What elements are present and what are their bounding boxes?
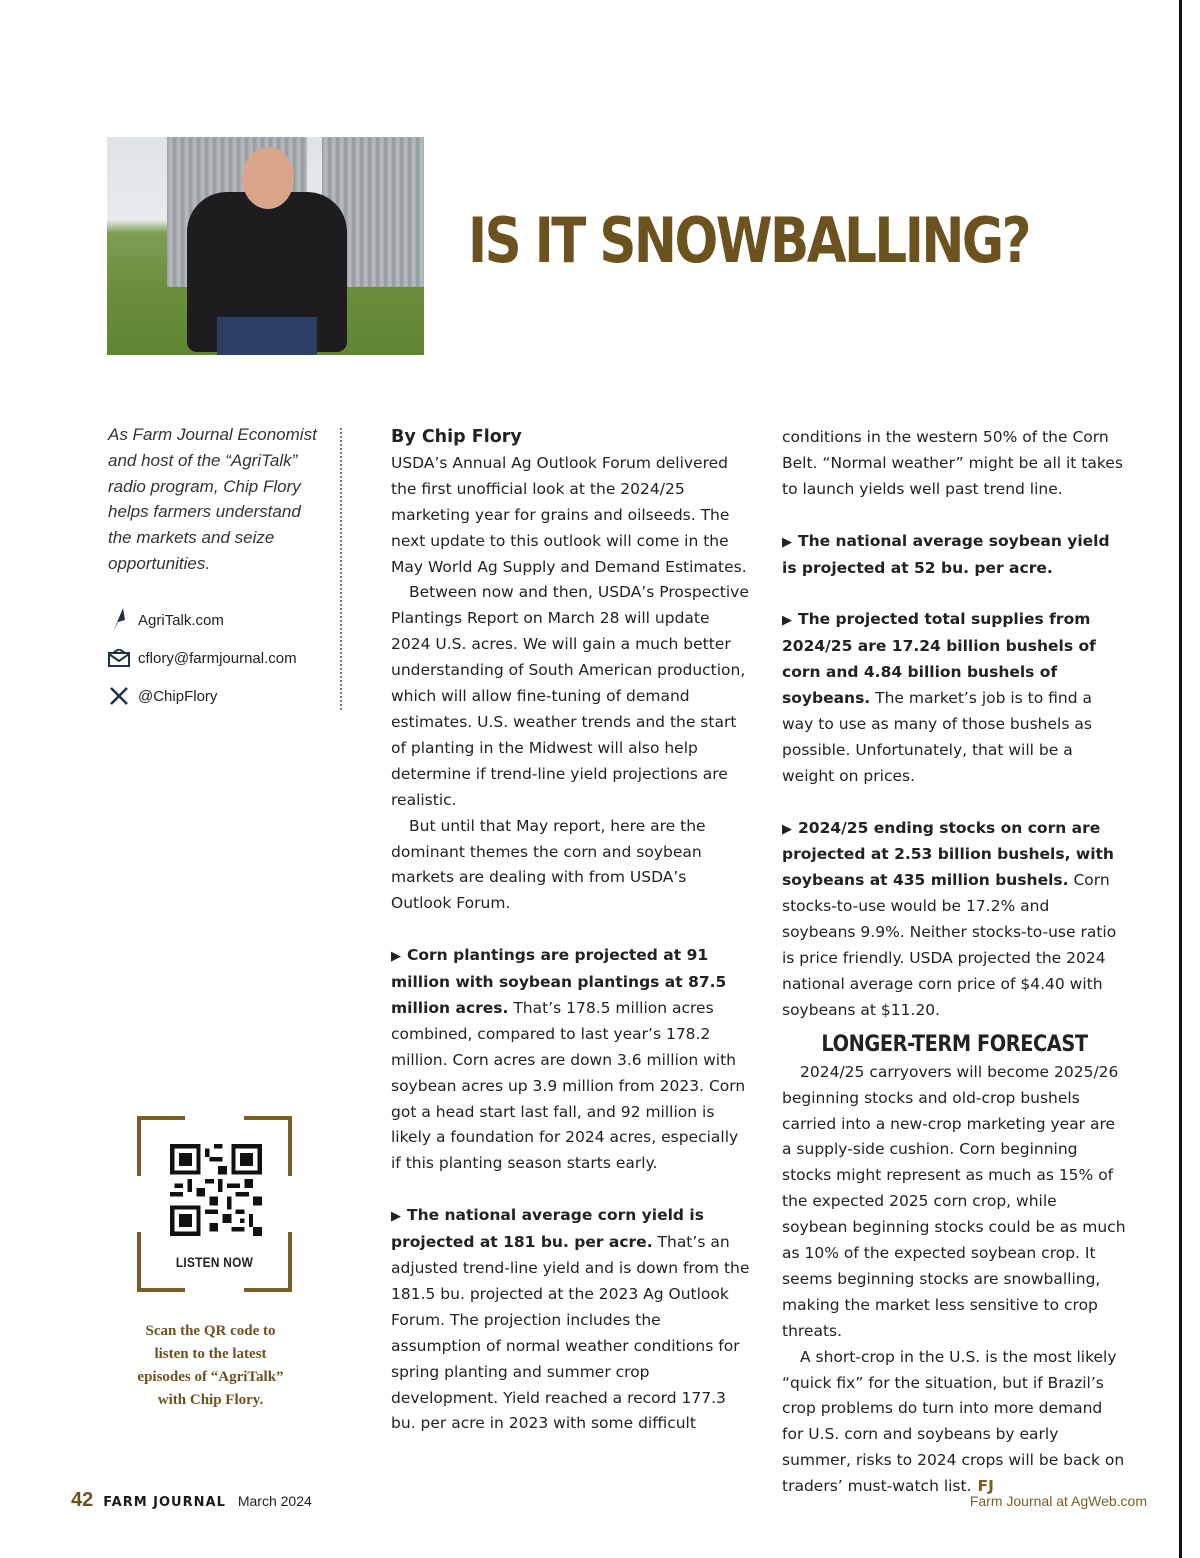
byline: By Chip Flory [391,427,522,447]
key-point-text: That’s an adjusted trend-line yield and is down from the 181.5 bu. projected at the 2023 Ag Outlook Forum. The projection includes the assumption of normal weather conditions for spring planting and summer crop development. Yield reached a record 177.3 bu. per acre in 2023 with some difficult [391,1233,750,1433]
contact-website[interactable] [108,607,338,633]
x-logo-icon [108,685,130,707]
triangle-bullet-icon: ▶ [782,821,792,837]
key-point-text: Corn stocks-to-use would be 17.2% and soybeans 9.9%. Neither stocks-to-use ratio is price friendly. USDA projected the 2024 national average corn price of $4.40 with soybeans at $11.20. [782,871,1117,1019]
paragraph [782,1345,1127,1500]
qr-code-icon[interactable] [170,1144,262,1236]
qr-code-box[interactable] [137,1116,292,1292]
triangle-bullet-icon: ▶ [391,1209,401,1225]
key-point-text: That’s 178.5 million acres combined, compared to last year’s 178.2 million. Corn acres are down 3.6 million with soybean acres up 3.9 million from 2023. Corn got a head start last fall, and 92 million is likely a foundation for 2024 acres, especially if this planting season starts early. [391,998,746,1173]
qr-caption: Scan the QR code to listen to the latest episodes of “AgriTalk” with Chip Flory. [137,1323,284,1408]
key-point [391,943,751,1177]
paragraph-text: A short-crop in the U.S. is the most likely “quick fix” for the situation, but if Brazil’s crop problems do turn into more demand for U.S. corn and soybeans by early summer, risks to 2024 crops will be back on traders’ must-watch list. [782,1347,1125,1496]
author-figure-legs [217,317,317,355]
key-point [782,607,1127,789]
contact-x-text[interactable]: @ChipFlory [138,687,218,705]
paragraph: USDA’s Annual Ag Outlook Forum delivered the first unofficial look at the 2024/25 marketing year for grains and oilseeds. The next update to this outlook will come in the May World Ag Supply and Demand Estimates. [391,453,747,576]
paragraph: 2024/25 carryovers will become 2025/26 beginning stocks and old-crop bushels carried into a new-crop marketing year are a supply-side cushion. Corn beginning stocks might represent as much as 15% of the expected 2025 corn crop, while soybean beginning stocks could be as much as 10% of the expected soybean crop. It seems beginning stocks are snowballing, making the market less sensitive to crop threats. [782,1062,1126,1340]
triangle-bullet-icon: ▶ [782,534,792,550]
magazine-name: FARM JOURNAL [103,1495,226,1510]
end-mark: FJ [977,1477,994,1496]
listen-now-label: LISTEN NOW [175,1254,254,1270]
triangle-bullet-icon: ▶ [391,949,401,965]
article-headline: IS IT SNOWBALLING? [468,204,1030,277]
key-point-lead: The national average corn yield is projected at 181 bu. per acre. [391,1206,704,1252]
paragraph: conditions in the western 50% of the Corn Belt. “Normal weather” might be all it takes to launch yields well past trend line. [782,428,1123,498]
sidebar-divider [340,428,342,710]
key-point [782,529,1127,582]
section-subhead: LONGER-TERM FORECAST [821,1031,1088,1057]
contact-email[interactable] [108,645,338,671]
paragraph: Between now and then, USDA’s Prospective Plantings Report on March 28 will update 2024 U.S. acres. We will gain a much better understanding of South American production, which will allow fine-tuning of demand estimates. U.S. weather trends and the start of planting in the Midwest will also help determine if trend-line yield projections are realistic. [391,583,749,809]
article-column-1 [391,425,751,1437]
key-point [782,816,1127,1024]
footer-folio [71,1489,312,1519]
key-point-lead: The national average soybean yield is projected at 52 bu. per acre. [782,531,1110,577]
key-point-text: The market’s job is to find a way to use as many of those bushels as possible. Unfortunately, that will be a weight on prices. [782,689,1093,785]
issue-date: March 2024 [237,1493,312,1509]
key-point-lead: 2024/25 ending stocks on corn are projected at 2.53 billion bushels, with soybeans at 435 million bushels. [782,818,1114,890]
article-column-2 [782,425,1127,1500]
triangle-bullet-icon: ▶ [782,613,792,629]
contact-x-handle[interactable] [108,683,338,709]
arrow-logo-icon [108,609,130,631]
author-bio: As Farm Journal Economist and host of the “AgriTalk” radio program, Chip Flory helps farmers understand the markets and seize opportunities. [108,425,317,573]
contact-email-text[interactable]: cflory@farmjournal.com [138,649,297,667]
key-point-lead: The projected total supplies from 2024/25 are 17.24 billion bushels of corn and 4.84 billion bushels of soybeans. [782,610,1096,708]
key-point-lead: Corn plantings are projected at 91 million with soybean plantings at 87.5 million acres. [391,946,727,1017]
author-photo [107,137,424,355]
mail-icon [108,647,130,669]
paragraph: But until that May report, here are the dominant themes the corn and soybean markets are dealing with from USDA’s Outlook Forum. [391,816,706,913]
key-point [391,1203,751,1437]
footer-site[interactable]: Farm Journal at AgWeb.com [969,1493,1147,1509]
page-number: 42 [71,1489,94,1511]
author-figure-head [242,147,294,209]
page-edge-rule [1179,0,1182,1558]
contact-website-text[interactable]: AgriTalk.com [138,611,224,629]
